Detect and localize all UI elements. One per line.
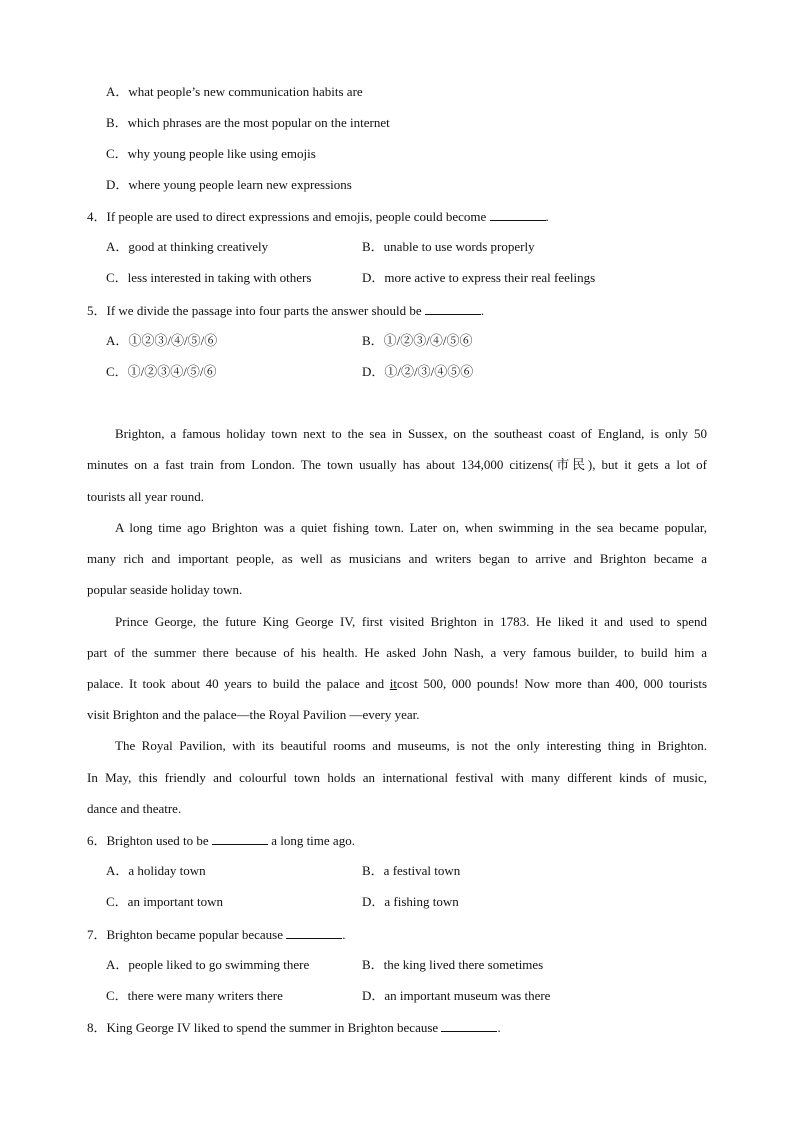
q5-stem-before: 5．If we divide the passage into four parts the answer should be <box>87 303 425 318</box>
q4-stem-before: 4．If people are used to direct expressions and emojis, people could become <box>87 209 490 224</box>
q5-option-d: D．①/②/③/④⑤⑥ <box>362 364 474 379</box>
q7-option-d: D．an important museum was there <box>362 988 551 1003</box>
q6-option-c: C．an important town <box>106 894 223 909</box>
q6-blank <box>212 832 268 845</box>
q4-stem-after: . <box>545 209 549 224</box>
q6-option-d: D．a fishing town <box>362 894 459 909</box>
q5-option-c: C．①/②③④/⑤/⑥ <box>106 364 217 379</box>
q8-blank <box>441 1019 497 1032</box>
passage-p3-line3 <box>87 676 707 692</box>
q6-option-b: B．a festival town <box>362 863 461 878</box>
q5-stem-after: . <box>480 303 485 318</box>
underlined-it: it <box>389 676 397 691</box>
q5-option-a: A．①②③/④/⑤/⑥ <box>106 333 218 348</box>
q3-option-b: B．which phrases are the most popular on the internet <box>106 115 390 130</box>
q5-option-b: B．①/②③/④/⑤⑥ <box>362 333 473 348</box>
q4-option-d: D．more active to express their real feelings <box>362 270 596 285</box>
passage-p3-line3-after: cost 500, 000 pounds! Now more than 400, 000 tourists <box>396 676 708 691</box>
q4-option-a: A．good at thinking creatively <box>106 239 269 254</box>
q7-option-b: B．the king lived there sometimes <box>362 957 544 972</box>
passage-p2-line2: many rich and important people, as well as musicians and writers began to arrive and Brighton became a <box>87 551 707 566</box>
passage-p1-line1: Brighton, a famous holiday town next to the sea in Sussex, on the southeast coast of England, is only 50 <box>115 426 707 441</box>
passage-p3-line2: part of the summer there because of his health. He asked John Nash, a very famous builder, to build him a <box>87 645 707 660</box>
q5-blank <box>425 302 481 315</box>
passage-p2-line1: A long time ago Brighton was a quiet fishing town. Later on, when swimming in the sea became popular, <box>115 520 707 535</box>
q8-stem-before: 8．King George IV liked to spend the summer in Brighton because <box>87 1020 442 1035</box>
q4-option-c: C．less interested in taking with others <box>106 270 312 285</box>
q7-option-c: C．there were many writers there <box>106 988 283 1003</box>
q8-stem-after: . <box>497 1020 501 1035</box>
q7-blank <box>286 926 342 939</box>
q8-stem <box>87 1019 501 1036</box>
q7-stem <box>87 926 346 943</box>
passage-p4-line3: dance and theatre. <box>87 801 182 816</box>
q7-stem-after: . <box>342 927 346 942</box>
passage-p4-line2: In May, this friendly and colourful town holds an international festival with many different kinds of music, <box>87 770 707 785</box>
q3-option-d: D．where young people learn new expressions <box>106 177 352 192</box>
q7-stem-before: 7．Brighton became popular because <box>87 927 287 942</box>
q6-option-a: A．a holiday town <box>106 863 206 878</box>
q3-option-c: C．why young people like using emojis <box>106 146 316 161</box>
q4-option-b: B．unable to use words properly <box>362 239 535 254</box>
passage-p1-line3: tourists all year round. <box>87 489 204 504</box>
q7-option-a: A．people liked to go swimming there <box>106 957 310 972</box>
q6-stem-before: 6．Brighton used to be <box>87 833 212 848</box>
q5-stem <box>87 302 484 319</box>
passage-p3-line1: Prince George, the future King George IV, first visited Brighton in 1783. He liked it and used to spend <box>115 614 707 629</box>
passage-p2-line3: popular seaside holiday town. <box>87 582 243 597</box>
q3-option-a: A．what people’s new communication habits are <box>106 84 363 99</box>
q4-stem <box>87 208 549 225</box>
passage-p4-line1: The Royal Pavilion, with its beautiful rooms and museums, is not the only interesting thing in Brighton. <box>115 738 707 753</box>
passage-p1-line2: minutes on a fast train from London. The town usually has about 134,000 citizens(市民), but it gets a lot of <box>87 457 707 472</box>
passage-p3-line4: visit Brighton and the palace—the Royal Pavilion —every year. <box>87 707 420 722</box>
q6-stem <box>87 832 355 849</box>
q4-blank <box>490 208 546 221</box>
q6-stem-after: a long time ago. <box>267 833 355 848</box>
passage-p3-line3-before: palace. It took about 40 years to build the palace and <box>87 676 390 691</box>
